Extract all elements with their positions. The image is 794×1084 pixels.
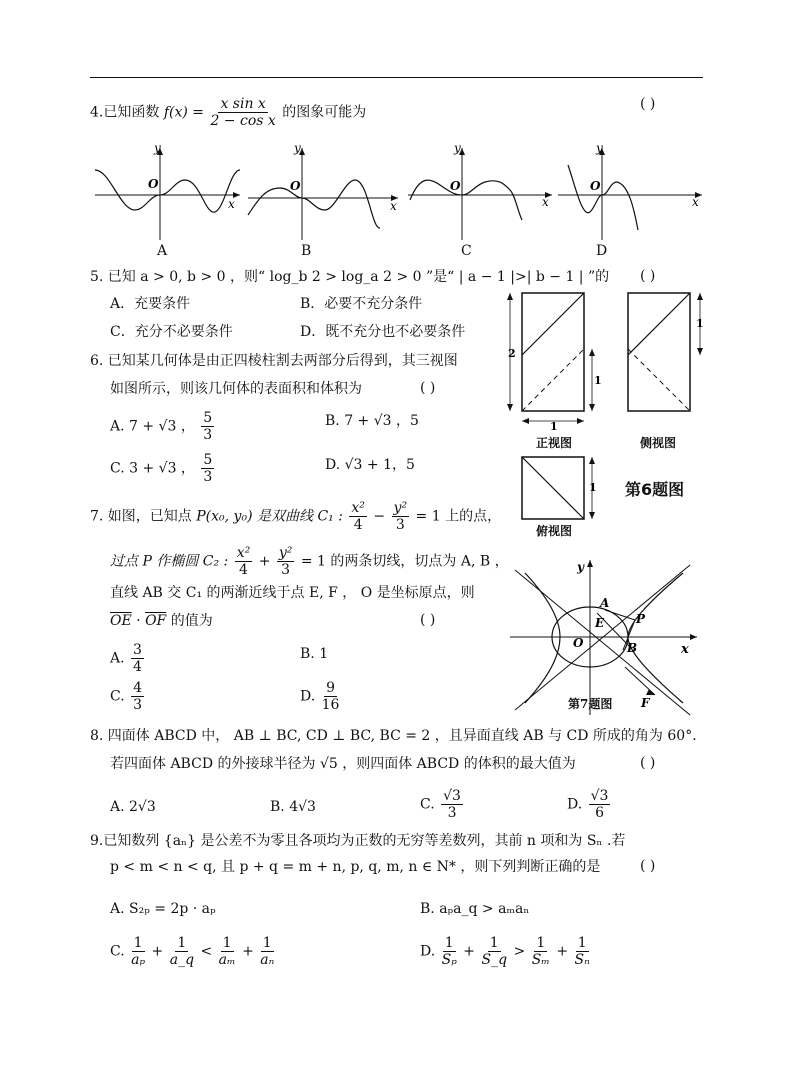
- svg-text:1: 1: [696, 317, 704, 330]
- q7-option-c: C. $\frac{4}{3}$: [110, 680, 143, 713]
- q9-option-b: B. aₚa_q > aₘaₙ: [420, 901, 530, 917]
- q8-option-d: D. $\frac{√3}{6}$: [567, 788, 609, 821]
- svg-text:y: y: [454, 141, 461, 155]
- q8-option-c: C. $\frac{√3}{3}$: [420, 788, 461, 821]
- q7-answer-paren: ( ): [420, 612, 436, 628]
- q6-top-label: 俯视图: [536, 524, 573, 538]
- q7-option-b: B. 1: [300, 646, 329, 662]
- q4-graph-a: [95, 141, 240, 240]
- q4-graphs: [90, 140, 710, 265]
- q4-graph-c: [408, 141, 552, 240]
- q7-line4: $\overline{OE} \cdot \overline{OF}$ 的值为: [110, 613, 213, 629]
- header-rule: [90, 77, 703, 78]
- svg-text:1: 1: [589, 481, 597, 494]
- q9-option-a: A. S₂ₚ = 2p · aₚ: [110, 901, 216, 917]
- q5-option-a: A．充要条件: [110, 296, 191, 312]
- q7-option-d: D. $\frac{9}{16}$: [300, 680, 340, 713]
- q4-label-c: C: [461, 243, 472, 259]
- q5-option-b: B．必要不充分条件: [300, 296, 423, 312]
- q4-graph-b: [248, 141, 398, 240]
- q6-three-views: [500, 285, 720, 555]
- svg-text:E: E: [595, 616, 605, 630]
- svg-text:A: A: [600, 596, 610, 610]
- q5-answer-paren: ( ): [640, 268, 656, 284]
- svg-text:2: 2: [508, 347, 516, 360]
- q9-option-c: C. $\frac{1}{\text{aₚ}}$ + $\frac{1}{a\_q}$ < $\frac{1}{\text{aₘ}}$ + $\frac{1}{\text{aₙ}}$: [110, 935, 275, 968]
- q6-line1: 6. 已知某几何体是由正四棱柱割去两部分后得到，其三视图: [90, 353, 458, 369]
- q6-option-d: D. √3 + 1，5: [325, 457, 415, 473]
- q4-label-b: B: [301, 243, 312, 259]
- q9-line2: p < m < n < q, 且 p + q = m + n, p, q, m, n ∈ N* ，则下列判断正确的是: [110, 859, 601, 875]
- q5-option-d: D．既不充分也不必要条件: [300, 324, 466, 340]
- q4-graph-d: [558, 141, 702, 240]
- q6-top-view: [522, 457, 597, 519]
- q5-option-c: C．充分不必要条件: [110, 324, 233, 340]
- q4-answer-paren: ( ): [640, 96, 656, 112]
- q4-stem: 4.已知函数 f(x) = $\frac{\text{x sin x}}{\text{2 − cos x}}$ 的图象可能为: [90, 96, 367, 129]
- svg-text:x: x: [681, 642, 689, 657]
- svg-text:B: B: [627, 641, 638, 655]
- svg-text:x: x: [692, 195, 699, 209]
- svg-text:x: x: [390, 199, 397, 213]
- q7-option-a: A. $\frac{3}{4}$: [110, 642, 142, 675]
- svg-text:O: O: [450, 179, 461, 193]
- q8-option-b: B. 4√3: [270, 799, 316, 815]
- q5-stem: 5. 已知 a > 0, b > 0 ，则“ log_b 2 > log_a 2 > 0 ”是“ | a − 1 |>| b − 1 | ”的: [90, 269, 610, 285]
- q6-option-c: C. 3 + √3 ， $\frac{5}{3}$: [110, 452, 213, 485]
- svg-text:x: x: [542, 195, 549, 209]
- q8-option-a: A. 2√3: [110, 799, 156, 815]
- q4-label-a: A: [157, 243, 168, 259]
- q9-line1: 9.已知数列 {aₙ} 是公差不为零且各项均为正数的无穷等差数列，其前 n 项和为 Sₙ .若: [90, 833, 626, 849]
- svg-text:y: y: [294, 141, 301, 155]
- q7-line2: 过点 P 作椭圆 C₂ : $\frac{\text{x²}}{4}$ + $\frac{\text{y²}}{3}$ = 1 的两条切线，切点为 A, B ，: [110, 545, 509, 578]
- svg-text:1: 1: [550, 420, 558, 433]
- q6-figure-caption: 第6题图: [625, 480, 685, 499]
- q9-option-d: D. $\frac{1}{\text{Sₚ}}$ + $\frac{1}{S\_q}$ > $\frac{1}{\text{Sₘ}}$ + $\frac{1}{\text{Sₙ}}$: [420, 935, 590, 968]
- q8-answer-paren: ( ): [640, 755, 656, 771]
- q6-option-a: A. 7 + √3 ， $\frac{5}{3}$: [110, 410, 213, 443]
- q7-line3: 直线 AB 交 C₁ 的两渐近线于点 E, F ， O 是坐标原点，则: [110, 585, 475, 601]
- q4-label-d: D: [596, 243, 608, 259]
- q6-front-view: [507, 293, 602, 433]
- q8-line1: 8. 四面体 ABCD 中， AB ⊥ BC, CD ⊥ BC, BC = 2 ，且异面直线 AB 与 CD 所成的角为 60°．: [90, 728, 707, 744]
- svg-text:F: F: [641, 696, 650, 710]
- svg-text:y: y: [596, 141, 603, 155]
- svg-text:1: 1: [594, 374, 602, 387]
- svg-text:x: x: [228, 197, 235, 211]
- svg-text:P: P: [636, 612, 646, 626]
- q6-side-label: 侧视图: [640, 436, 677, 450]
- svg-text:y: y: [154, 141, 161, 155]
- q7-line1: 7. 如图，已知点 P(x₀, y₀) 是双曲线 C₁ : $\frac{\text{x²}}{4}$ − $\frac{\text{y²}}{3}$ = 1 上的点，: [90, 500, 502, 533]
- q9-answer-paren: ( ): [640, 858, 656, 874]
- svg-text:O: O: [148, 177, 159, 191]
- svg-text:y: y: [577, 560, 584, 574]
- svg-text:O: O: [573, 636, 584, 650]
- q8-line2: 若四面体 ABCD 的外接球半径为 √5 ，则四面体 ABCD 的体积的最大值为: [110, 756, 576, 772]
- q6-front-label: 正视图: [536, 436, 573, 450]
- q7-figure-caption: 第7题图: [568, 697, 613, 711]
- svg-text:O: O: [590, 179, 601, 193]
- q6-side-view: [628, 293, 704, 411]
- svg-text:O: O: [290, 179, 301, 193]
- q6-answer-paren: ( ): [420, 380, 436, 396]
- q6-option-b: B. 7 + √3 ，5: [325, 413, 419, 429]
- q6-line2: 如图所示，则该几何体的表面积和体积为: [110, 381, 362, 397]
